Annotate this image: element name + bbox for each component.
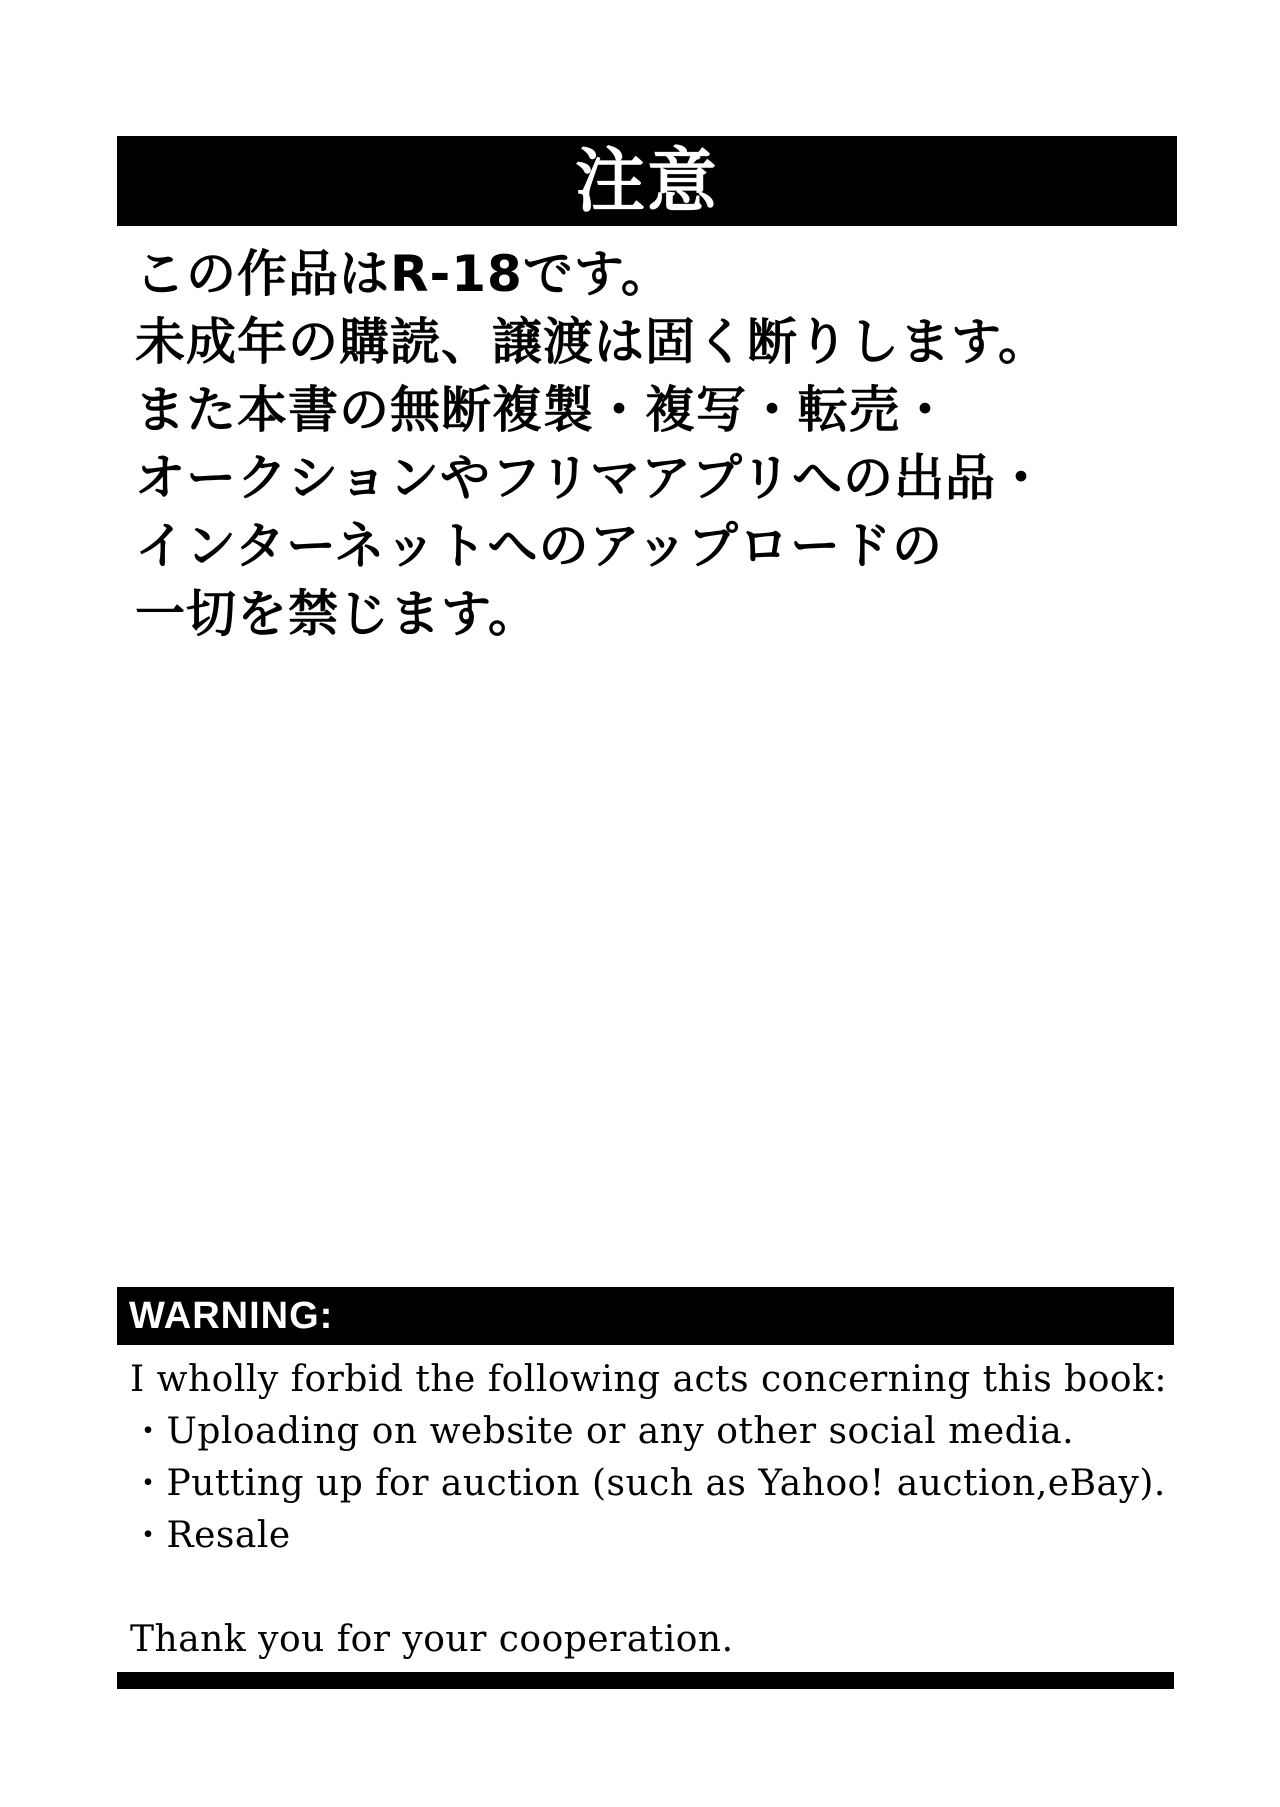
english-warning-item: ・Resale bbox=[130, 1515, 291, 1556]
japanese-notice-line: オークションやフリマアプリへの出品・ bbox=[135, 449, 1047, 507]
japanese-notice-body bbox=[135, 240, 1195, 648]
japanese-notice-header bbox=[117, 136, 1177, 226]
japanese-notice-line: この作品はR-18です。 bbox=[135, 245, 672, 303]
english-warning-thanks: Thank you for your cooperation. bbox=[130, 1619, 734, 1660]
japanese-notice-line: 一切を禁じます。 bbox=[135, 585, 539, 643]
bottom-divider bbox=[117, 1672, 1174, 1689]
japanese-notice-line: インターネットへのアップロードの bbox=[135, 517, 943, 575]
japanese-notice-line: 未成年の購読、譲渡は固く断りします。 bbox=[135, 313, 1049, 371]
english-warning-header bbox=[117, 1287, 1174, 1345]
english-warning-spacer bbox=[130, 1562, 1170, 1614]
japanese-notice-line: また本書の無断複製・複写・転売・ bbox=[135, 381, 951, 439]
english-warning-title: WARNING: bbox=[129, 1295, 334, 1337]
english-warning-body bbox=[130, 1354, 1170, 1666]
english-warning-intro: I wholly forbid the following acts concerning this book: bbox=[130, 1359, 1168, 1400]
english-warning-item: ・Uploading on website or any other social media. bbox=[130, 1411, 1075, 1452]
english-warning-item: ・Putting up for auction (such as Yahoo! auction,eBay). bbox=[130, 1463, 1166, 1504]
japanese-notice-title: 注意 bbox=[575, 140, 719, 222]
